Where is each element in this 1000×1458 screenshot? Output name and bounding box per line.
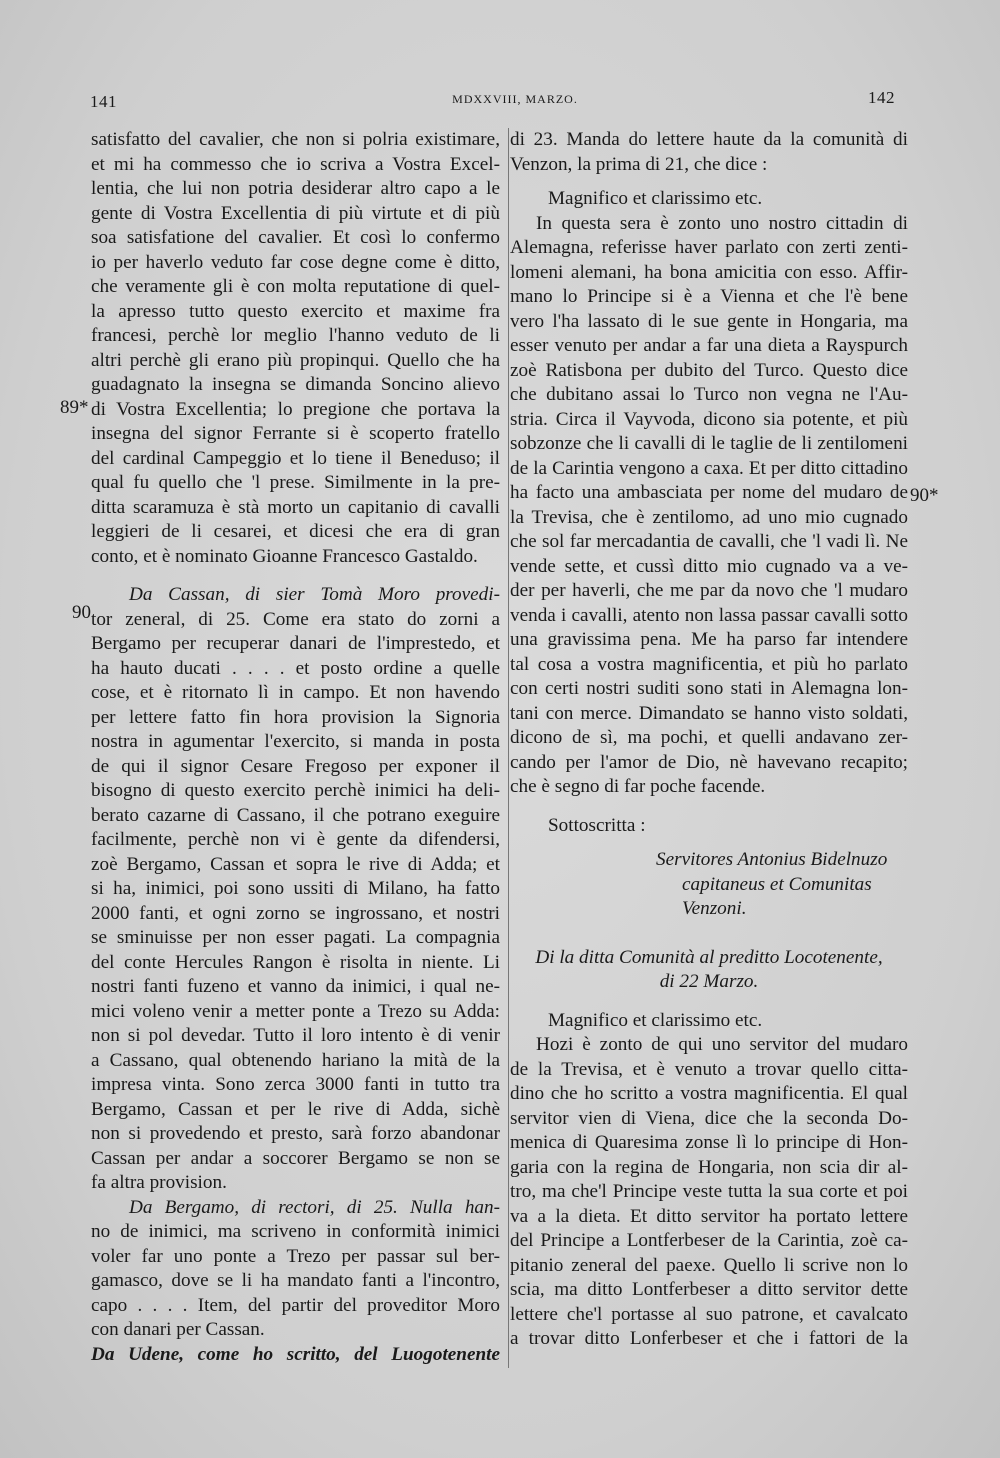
text-line: Cassan per andar a soccorer Bergamo se non se — [91, 1147, 500, 1169]
signature-line: capitaneus et Comunitas — [682, 873, 872, 895]
text-line: Hozi è zonto de qui uno servitor del mudaro — [536, 1034, 908, 1055]
column-divider — [508, 128, 509, 1368]
text-line: bisogno di questo exercito perchè inimici ha deli- — [91, 780, 500, 801]
text-line: pitanio zeneral del paexe. Quello li scrive non lo — [510, 1254, 908, 1276]
text-line: io per haverlo veduto far cose degne come è ditto, — [91, 251, 500, 273]
text-line: der per haverli, che me par da novo che 'l mudaro — [510, 580, 908, 601]
text-line: zoè Bergamo, Cassan et sopra le rive di Adda; et — [91, 853, 500, 875]
text-line: a trovar ditto Lonferbeser et che i fattori de la — [510, 1328, 908, 1349]
text-line: conto, et è nominato Gioanne Francesco Gastaldo. — [91, 545, 478, 567]
text-line: lettere che'l portasse al suo patrone, et cavalcato — [510, 1303, 908, 1325]
text-line: insegna del signor Ferrante si è scoperto fratello — [91, 423, 500, 444]
running-title: MDXXVIII, MARZO. — [452, 92, 578, 106]
text-line: lentia, che lui non potria desiderar altro capo a le — [91, 178, 500, 199]
text-line: mano lo Principe si è a Vienna et che l'è bene — [510, 286, 908, 307]
text-line: Bergamo, Cassan et per le rive di Adda, sichè — [91, 1098, 500, 1120]
text-line: una gravissima pena. Me ha parso far intendere — [510, 629, 908, 650]
text-line: ha hauto ducati . . . . et posto ordine a quelle — [91, 657, 500, 679]
text-line: 2000 fanti, et ogni zorno se ingrossano, et nostri — [91, 902, 500, 924]
salutation: Magnifico et clarissimo etc. — [548, 188, 763, 209]
text-line: francesi, perchè lor meglio l'hanno veduto de li — [91, 325, 500, 346]
text-line: facilmente, perchè non vi è gente da difendersi, — [91, 829, 500, 850]
text-line: tro, ma che'l Principe veste tutta la sua corte et poi — [510, 1181, 908, 1202]
text-line: tor zeneral, di 25. Come era stato do zorni a — [91, 608, 500, 630]
section-heading-line: di 22 Marzo. — [659, 971, 759, 992]
text-line: servitor vien di Viena, dice che la seconda Do- — [510, 1107, 908, 1129]
text-line: gamasco, dove se li ha mandato fanti a l'incontro, — [91, 1270, 500, 1291]
text-line: va a la dieta. Et ditto servitor ha portato lettere — [510, 1205, 908, 1227]
text-line: scia, ma ditto Lontferbeser a ditto servitor dette — [510, 1279, 908, 1300]
text-line: no de inimici, ma scriveno in conformità inimici — [91, 1221, 500, 1242]
margin-number-89: 89* — [60, 397, 89, 418]
text-line: a Cassano, qual obtenendo hariano la mità de la — [91, 1049, 500, 1071]
text-line: che è segno di far poche facende. — [510, 776, 766, 797]
text-line: tal cosa a vostra magnificentia, et più ho parlato — [510, 653, 908, 675]
text-line: impresa vinta. Sono zerca 3000 fanti in tutto tra — [91, 1074, 500, 1095]
page-number-left: 141 — [90, 92, 117, 111]
text-line: con certi nostri suditi sono stati in Alemagna lon- — [510, 678, 908, 699]
text-line: Bergamo per recuperar danari de l'imprestedo, et — [91, 633, 500, 654]
text-line: si ha, inimici, poi sono ussiti di Milano, ha fatto — [91, 878, 500, 899]
section-heading-line: Di la ditta Comunità al preditto Locotenente, — [535, 946, 883, 968]
text-line: cando per l'amor de Dio, nè havevano recapito; — [510, 751, 908, 773]
text-line: per lettere fatto fin hora provision la Signoria — [91, 706, 500, 728]
text-line: et mi ha commesso che io scriva a Vostra Excel- — [91, 153, 500, 175]
signature-servitores: Servitores Antonius Bidelnuzo — [656, 849, 888, 870]
margin-number-90-right: 90* — [910, 485, 939, 506]
text-line: fa altra provision. — [91, 1172, 227, 1193]
signature-intro: Sottoscritta : — [548, 814, 646, 836]
text-line: non si pol devedar. Tutto il loro intento è di venir — [91, 1025, 500, 1046]
text-line: la apresso tutto questo exercito et maxime fra — [91, 300, 500, 322]
section-heading-line: Da Bergamo, di rectori, di 25. Nulla han- — [129, 1196, 500, 1218]
text-line: de qui il signor Cesare Fregoso per exponer il — [91, 755, 500, 777]
text-line: altri perchè gli erano più propinqui. Quello che ha — [91, 349, 500, 371]
text-line: lomeni alemani, ha bona amicitia con esso. Affir- — [510, 261, 908, 283]
text-line: nostri fanti fuzeno et vanno da inimici, i qual ne- — [91, 976, 500, 997]
text-line: nostra in agumentar l'exercito, si manda in posta — [91, 731, 500, 752]
text-line: di Vostra Excellentia; lo pregione che portava la — [91, 398, 500, 420]
text-line: esser venuto per andar a far una dieta a Rayspurch — [510, 335, 908, 356]
text-line: voler far uno ponte a Trezo per passar sul ber- — [91, 1245, 500, 1267]
signature-line: Venzoni. — [682, 898, 747, 919]
section-heading-line: Da Udene, come ho scritto, del Luogotenente — [91, 1343, 500, 1365]
text-line: che dubitano assai lo Turco non vegna ne l'Au- — [510, 384, 908, 405]
text-line: la Trevisa, che è zentilomo, ad uno mio cugnado — [510, 506, 908, 528]
text-line: leggieri de li cesarei, et dicesi che era di gran — [91, 521, 500, 542]
section-heading-line: Da Cassan, di sier Tomà Moro provedi- — [129, 584, 500, 605]
text-line: del cardinal Campeggio et lo tiene il Beneduso; il — [91, 447, 500, 469]
text-line: garia con la regina de Hongaria, non scia dir al- — [510, 1156, 908, 1178]
text-line: gente di Vostra Excellentia di più virtute et di più — [91, 202, 500, 224]
right-column — [510, 128, 908, 1352]
page-number-right: 142 — [868, 88, 895, 107]
text-line: capo . . . . Item, del partir del proveditor Moro — [91, 1294, 500, 1316]
text-line: mici voleno venir a metter ponte a Trezo su Adda: — [91, 1000, 500, 1022]
left-column — [91, 128, 500, 1367]
text-line: guadagnato la insegna se dimanda Soncino alievo — [91, 374, 500, 395]
text-line: berato cazarne di Cassano, il che potrano exeguire — [91, 804, 500, 826]
text-line: dino che ho scritto a vostra magnificentia. El qual — [510, 1083, 908, 1104]
text-line: del Principe a Lontferbeser de la Carintia, zoè ca- — [510, 1230, 908, 1251]
text-line: satisfatto del cavalier, che non si polria existimare, — [91, 129, 500, 150]
text-line: se sminuisse per non esser pagati. La compagnia — [91, 927, 500, 948]
text-line: sobzonze che li cavalli di le taglie de li zentilomeni — [510, 433, 908, 454]
text-line: zoè Ratisbona per dubito del Turco. Questo dice — [510, 359, 908, 381]
text-line: menica di Quaresima zonse lì lo principe di Hon- — [510, 1132, 908, 1153]
text-line: venda i cavalli, atento non lassa passar cavalli sotto — [510, 604, 908, 626]
text-line: non si provedendo et presto, sarà forzo abandonar — [91, 1123, 500, 1144]
text-line: del conte Hercules Rangon è risolta in niente. Li — [91, 951, 500, 973]
text-line: In questa sera è zonto uno nostro cittadin di — [536, 212, 908, 234]
text-line: che veramente gli è con molta reputatione di quel- — [91, 276, 500, 297]
text-line: di 23. Manda do lettere haute da la comunità di — [510, 129, 908, 150]
text-line: vende sette, et cussì ditto mio cugnado va a ve- — [510, 555, 908, 577]
text-line: ha facto una ambasciata per nome del mudaro de — [510, 482, 908, 503]
text-line: tani con merce. Dimandato se hanno visto soldati, — [510, 702, 908, 724]
margin-number-90: 90 — [72, 602, 91, 623]
text-line: ditta scaramuza è stà morto un capitanio di cavalli — [91, 496, 500, 518]
salutation: Magnifico et clarissimo etc. — [548, 1009, 763, 1031]
text-line: de la Trevisa, et è venuto a trovar quello citta- — [510, 1058, 908, 1080]
text-line: con danari per Cassan. — [91, 1319, 265, 1340]
text-line: soa satisfatione del cavalier. Et così lo confermo — [91, 227, 500, 248]
text-line: Alemagna, referisse haver parlato con zerti zenti- — [510, 237, 908, 258]
signature-line — [510, 848, 908, 873]
text-line: Venzon, la prima di 21, che dice : — [510, 153, 768, 175]
text-line: stria. Circa il Vayvoda, dicono sia potente, et più — [510, 408, 908, 430]
text-line: qual fu quello che 'l prese. Similmente in la pre- — [91, 472, 500, 493]
text-line: dicono de sì, ma pochi, et quelli andavano zer- — [510, 727, 908, 748]
text-line: cose, et è ritornato lì in campo. Et non havendo — [91, 682, 500, 703]
text-line: che sol far mercadantia de cavalli, che 'l vadi lì. Ne — [510, 531, 908, 552]
text-line: vero l'ha lassato di le sue gente in Hongaria, ma — [510, 310, 908, 332]
text-line: de la Carintia vengono a caxa. Et per ditto cittadino — [510, 457, 908, 479]
